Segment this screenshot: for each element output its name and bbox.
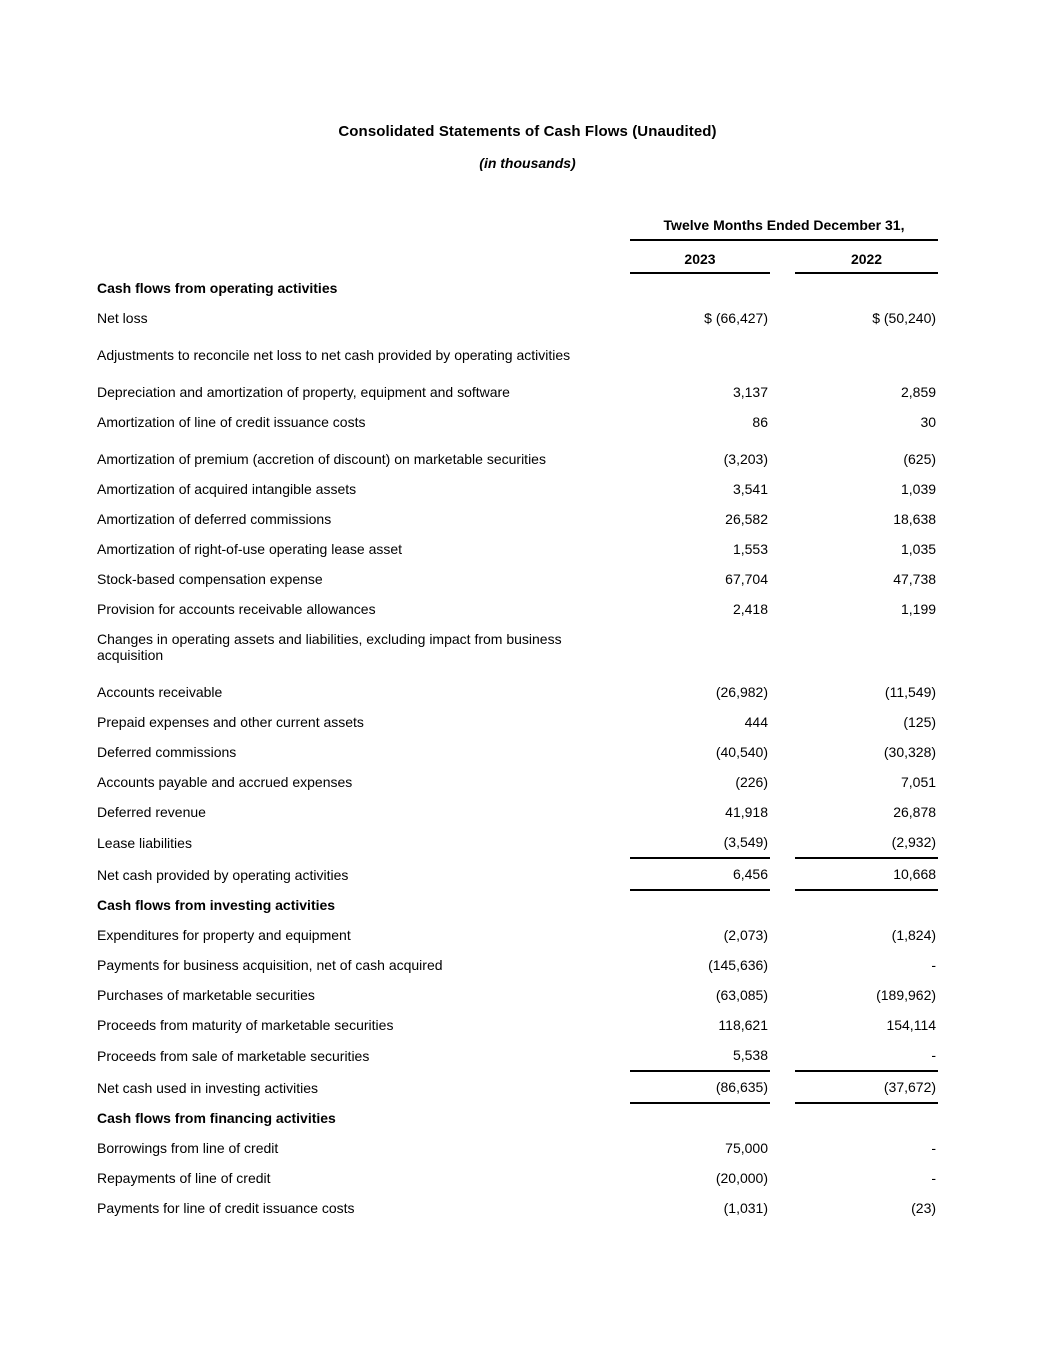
row-label: Borrowings from line of credit [97, 1140, 279, 1156]
table-row [97, 1103, 938, 1133]
column-header-2023: 2023 [630, 240, 770, 273]
table-row [97, 1010, 938, 1040]
row-value-2023: (40,540) [715, 744, 768, 760]
row-value-2023: (3,203) [723, 451, 768, 467]
period-header-row [97, 217, 938, 240]
column-gap [770, 437, 795, 474]
column-gap [770, 240, 795, 273]
table-row [97, 534, 938, 564]
row-label: Purchases of marketable securities [97, 987, 315, 1003]
row-value-2023 [630, 333, 770, 370]
row-label: Accounts payable and accrued expenses [97, 774, 353, 790]
row-label: Amortization of deferred commissions [97, 511, 332, 527]
row-label: Stock-based compensation expense [97, 571, 323, 587]
row-value-2023: 118,621 [718, 1017, 768, 1033]
row-value-2023: 41,918 [725, 804, 768, 820]
row-value-2022: - [931, 1170, 937, 1186]
row-value-2022: 26,878 [893, 804, 937, 820]
table-row [97, 624, 938, 670]
table-row [97, 980, 938, 1010]
column-gap [770, 564, 795, 594]
column-gap [770, 707, 795, 737]
table-row [97, 950, 938, 980]
row-value-2023: (20,000) [715, 1170, 768, 1186]
section-header-label: Cash flows from investing activities [97, 897, 336, 913]
row-value-2022: (11,549) [884, 684, 937, 700]
row-value-2022 [795, 890, 938, 920]
page-title: Consolidated Statements of Cash Flows (Unaudited) [338, 123, 717, 140]
row-value-2023: 67,704 [725, 571, 768, 587]
row-label: Deferred commissions [97, 744, 237, 760]
row-label: Proceeds from sale of marketable securities [97, 1048, 370, 1064]
column-gap [770, 858, 795, 890]
column-gap [770, 670, 795, 707]
row-value-2022: - [931, 957, 937, 973]
row-value-2022: (37,672) [795, 1071, 938, 1103]
row-value-2023: 5,538 [630, 1040, 770, 1071]
table-row [97, 564, 938, 594]
table-row [97, 827, 938, 858]
row-value-2022: 18,638 [893, 511, 937, 527]
row-value-2023 [630, 273, 770, 303]
row-value-2022 [795, 333, 938, 370]
column-header-2022: 2022 [795, 240, 938, 273]
column-gap [770, 920, 795, 950]
statement-body [97, 273, 938, 1223]
column-gap [770, 1163, 795, 1193]
column-gap [770, 333, 795, 370]
row-value-2023 [630, 624, 770, 670]
column-gap [770, 1010, 795, 1040]
year-header-row [97, 240, 938, 273]
column-gap [770, 594, 795, 624]
table-row [97, 303, 938, 333]
column-gap [770, 273, 795, 303]
row-value-2023: 26,582 [725, 511, 768, 527]
row-value-2023: 6,456 [630, 858, 770, 890]
row-label: Payments for line of credit issuance costs [97, 1200, 355, 1216]
row-value-2023: 2,418 [732, 601, 768, 617]
row-value-2022: (30,328) [883, 744, 937, 760]
table-row [97, 1163, 938, 1193]
table-row [97, 407, 938, 437]
column-gap [770, 624, 795, 670]
section-header-label: Cash flows from operating activities [97, 280, 338, 296]
table-row [97, 920, 938, 950]
row-value-2022: (125) [903, 714, 937, 730]
column-gap [770, 1071, 795, 1103]
row-label: Provision for accounts receivable allowances [97, 601, 376, 617]
table-row [97, 890, 938, 920]
table-row [97, 1133, 938, 1163]
row-label: Amortization of line of credit issuance costs [97, 414, 366, 430]
column-gap [770, 890, 795, 920]
column-gap [770, 407, 795, 437]
row-value-2023: (226) [735, 774, 768, 790]
row-label: Amortization of right-of-use operating lease asset [97, 541, 403, 557]
row-value-2023: 444 [744, 714, 768, 730]
row-value-2022: 2,859 [900, 384, 937, 400]
row-value-2022: 47,738 [893, 571, 937, 587]
header-spacer-cell [97, 240, 630, 273]
row-value-2022 [795, 624, 938, 670]
row-label: Proceeds from maturity of marketable securities [97, 1017, 394, 1033]
row-value-2023 [630, 1103, 770, 1133]
column-gap [770, 370, 795, 407]
column-gap [770, 797, 795, 827]
row-value-2022: 30 [920, 414, 937, 430]
row-label: Prepaid expenses and other current assets [97, 714, 364, 730]
row-label: Changes in operating assets and liabilities, excluding impact from business acquisition [97, 631, 562, 663]
row-value-2022: - [931, 1140, 937, 1156]
row-label: Depreciation and amortization of property, equipment and software [97, 384, 510, 400]
column-gap [770, 474, 795, 504]
header-spacer-cell [97, 217, 630, 240]
table-row [97, 474, 938, 504]
row-value-2023: $ (66,427) [704, 310, 768, 326]
row-value-2022: (1,824) [891, 927, 937, 943]
table-row [97, 1071, 938, 1103]
period-header: Twelve Months Ended December 31, [630, 217, 938, 240]
column-gap [770, 1040, 795, 1071]
row-label: Net cash used in investing activities [97, 1080, 318, 1096]
row-value-2023: (2,073) [723, 927, 768, 943]
page-subtitle: (in thousands) [479, 155, 576, 171]
row-value-2022: (2,932) [795, 827, 938, 858]
table-row [97, 504, 938, 534]
section-header-label: Cash flows from financing activities [97, 1110, 336, 1126]
table-row [97, 670, 938, 707]
row-label: Accounts receivable [97, 684, 223, 700]
row-label: Net loss [97, 310, 148, 326]
row-label: Amortization of acquired intangible assets [97, 481, 357, 497]
row-value-2023: (3,549) [630, 827, 770, 858]
table-row [97, 797, 938, 827]
row-value-2023: (63,085) [715, 987, 768, 1003]
table-row [97, 707, 938, 737]
column-gap [770, 767, 795, 797]
row-label: Adjustments to reconcile net loss to net cash provided by operating activities [97, 347, 571, 363]
row-value-2023: 1,553 [732, 541, 768, 557]
row-value-2022: 1,039 [900, 481, 937, 497]
column-gap [770, 504, 795, 534]
table-row [97, 858, 938, 890]
row-value-2022: - [795, 1040, 938, 1071]
row-value-2023: 3,137 [732, 384, 768, 400]
column-gap [770, 950, 795, 980]
row-label: Amortization of premium (accretion of discount) on marketable securities [97, 451, 546, 467]
row-value-2023: 75,000 [725, 1140, 768, 1156]
column-gap [770, 534, 795, 564]
row-label: Expenditures for property and equipment [97, 927, 351, 943]
row-value-2022: 154,114 [886, 1017, 937, 1033]
column-gap [770, 1193, 795, 1223]
row-value-2022: $ (50,240) [872, 310, 937, 326]
table-row [97, 370, 938, 407]
row-value-2022 [795, 273, 938, 303]
column-gap [770, 1103, 795, 1133]
row-value-2022: 7,051 [900, 774, 937, 790]
row-value-2022: 10,668 [795, 858, 938, 890]
table-row [97, 273, 938, 303]
table-row [97, 767, 938, 797]
row-value-2022: 1,199 [900, 601, 937, 617]
row-label: Repayments of line of credit [97, 1170, 271, 1186]
table-row [97, 437, 938, 474]
row-value-2022: 1,035 [900, 541, 937, 557]
column-gap [770, 737, 795, 767]
row-label: Net cash provided by operating activities [97, 867, 349, 883]
row-value-2023: (1,031) [723, 1200, 768, 1216]
table-row [97, 594, 938, 624]
row-value-2022: (625) [903, 451, 937, 467]
row-value-2023: (86,635) [630, 1071, 770, 1103]
table-row [97, 1193, 938, 1223]
row-label: Payments for business acquisition, net of cash acquired [97, 957, 443, 973]
row-value-2022: (23) [911, 1200, 937, 1216]
row-value-2023: (145,636) [708, 957, 768, 973]
row-value-2023: 3,541 [732, 481, 768, 497]
column-gap [770, 303, 795, 333]
table-row [97, 737, 938, 767]
cash-flow-statement-table [97, 217, 938, 1223]
row-label: Deferred revenue [97, 804, 206, 820]
row-value-2023: 86 [752, 414, 768, 430]
row-value-2023 [630, 890, 770, 920]
column-gap [770, 1133, 795, 1163]
row-value-2022: (189,962) [876, 987, 937, 1003]
row-label: Lease liabilities [97, 835, 192, 851]
row-value-2022 [795, 1103, 938, 1133]
column-gap [770, 827, 795, 858]
row-value-2023: (26,982) [715, 684, 768, 700]
table-row [97, 333, 938, 370]
table-row [97, 1040, 938, 1071]
column-gap [770, 980, 795, 1010]
